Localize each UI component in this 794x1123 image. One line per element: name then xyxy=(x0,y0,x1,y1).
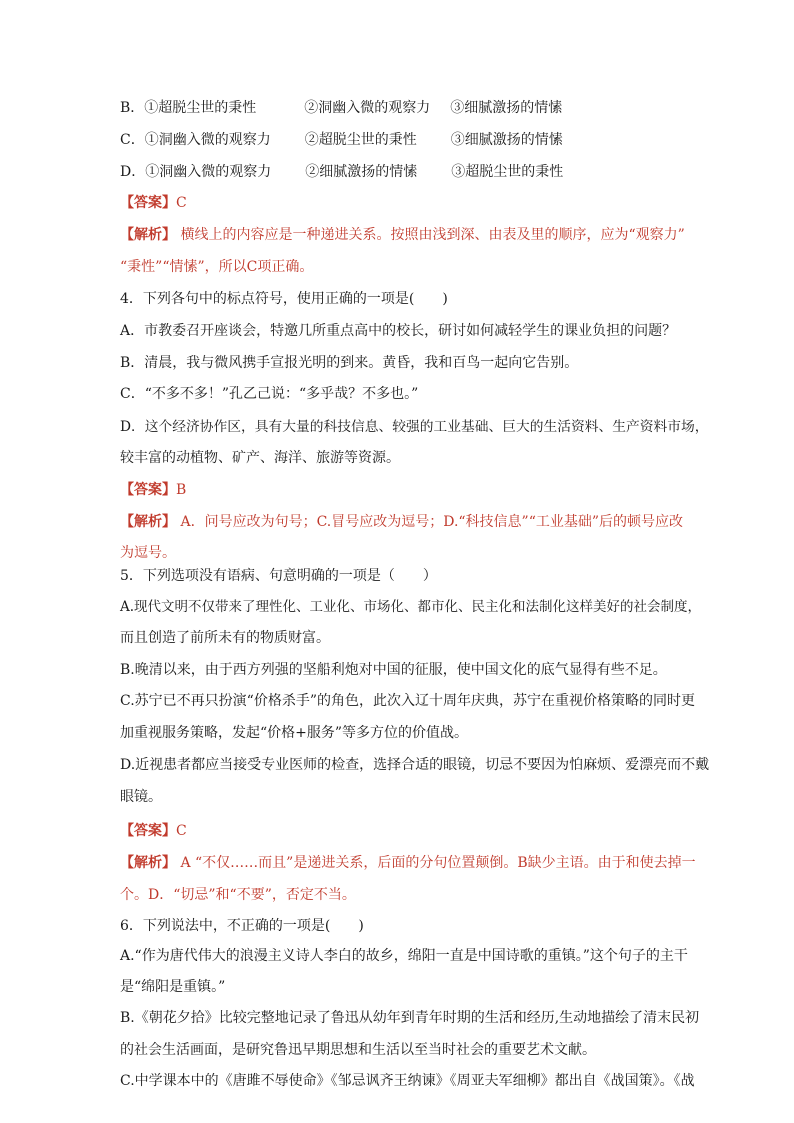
q4-option-d-line-1: D．这个经济协作区，具有大量的科技信息、较强的工业基础、巨大的生活资料、生产资料市场， xyxy=(120,419,709,435)
q5-stem: 5．下列选项没有语病、句意明确的一项是（ ） xyxy=(120,568,437,584)
q4-option-b: B．清晨，我与微风携手宣报光明的到来。黄昏，我和百鸟一起向它告别。 xyxy=(120,355,579,371)
q5-option-a-line-2: 而且创造了前所未有的物质财富。 xyxy=(120,630,330,646)
q6-option-b-line-1: B.《朝花夕拾》比较完整地记录了鲁迅从幼年到青年时期的生活和经历,生动地描绘了清末民初 xyxy=(120,1010,700,1026)
q3-answer: 【答案】C xyxy=(120,195,187,211)
q3-option-c: C．①洞幽入微的观察力 ②超脱尘世的秉性 ③细腻激扬的情愫 xyxy=(120,132,563,148)
q6-stem: 6．下列说法中，不正确的一项是( ) xyxy=(120,918,364,934)
q3-option-d: D．①洞幽入微的观察力 ②细腻激扬的情愫 ③超脱尘世的秉性 xyxy=(120,164,564,180)
q5-option-b: B.晚清以来，由于西方列强的坚船利炮对中国的征服，使中国文化的底气显得有些不足。 xyxy=(120,662,667,678)
q6-option-a-line-1: A.“作为唐代伟大的浪漫主义诗人李白的故乡，绵阳一直是中国诗歌的重镇。”这个句子的主干 xyxy=(120,948,688,964)
q6-option-b-line-2: 的社会生活画面，是研究鲁迅早期思想和生活以至当时社会的重要艺术文献。 xyxy=(120,1042,596,1058)
q5-option-d-line-1: D.近视患者都应当接受专业医师的检查，选择合适的眼镜，切忌不要因为怕麻烦、爱漂亮而不戴 xyxy=(120,757,710,773)
q5-option-a-line-1: A.现代文明不仅带来了理性化、工业化、市场化、都市化、民主化和法制化这样美好的社会制度， xyxy=(120,599,702,615)
q6-option-a-line-2: 是“绵阳是重镇。” xyxy=(120,979,226,995)
q4-option-c: C．“不多不多！”孔乙己说：“多乎哉？不多也。” xyxy=(120,386,419,402)
q4-stem: 4．下列各句中的标点符号，使用正确的一项是( ) xyxy=(120,291,448,307)
q4-option-a: A．市教委召开座谈会，特邀几所重点高中的校长，研讨如何减轻学生的课业负担的问题？ xyxy=(120,323,677,339)
q5-analysis-line-2: 个。D．“切忌”和“不要”，否定不当。 xyxy=(120,887,356,903)
q5-answer: 【答案】C xyxy=(120,823,187,839)
q5-analysis-line-1: 【解析】 A “不仅……而且”是递进关系，后面的分句位置颠倒。B缺少主语。由于和使去掉一 xyxy=(120,855,696,871)
q4-analysis-line-2: 为逗号。 xyxy=(120,545,176,561)
q6-option-c-line-1: C.中学课本中的《唐雎不辱使命》《邹忌讽齐王纳谏》《周亚夫军细柳》都出自《战国策》。《战 xyxy=(120,1073,695,1089)
q3-analysis-line-2: “秉性”“情愫”，所以C项正确。 xyxy=(120,259,314,275)
q5-option-c-line-2: 加重视服务策略，发起“价格+服务”等多方位的价值战。 xyxy=(120,725,469,741)
q4-analysis-line-1: 【解析】 A．问号应改为句号；C.冒号应改为逗号；D.“科技信息”“工业基础”后的顿号应改 xyxy=(120,514,684,530)
q5-option-d-line-2: 眼镜。 xyxy=(120,789,162,805)
q3-analysis-line-1: 【解析】 横线上的内容应是一种递进关系。按照由浅到深、由表及里的顺序，应为“观察力” xyxy=(120,227,685,243)
q4-option-d-line-2: 较丰富的动植物、矿产、海洋、旅游等资源。 xyxy=(120,450,400,466)
q5-option-c-line-1: C.苏宁已不再只扮演“价格杀手”的角色，此次入辽十周年庆典，苏宁在重视价格策略的同时更 xyxy=(120,693,695,709)
q3-option-b: B．①超脱尘世的秉性 ②洞幽入微的观察力 ③细腻激扬的情愫 xyxy=(120,100,563,116)
q4-answer: 【答案】B xyxy=(120,482,187,498)
